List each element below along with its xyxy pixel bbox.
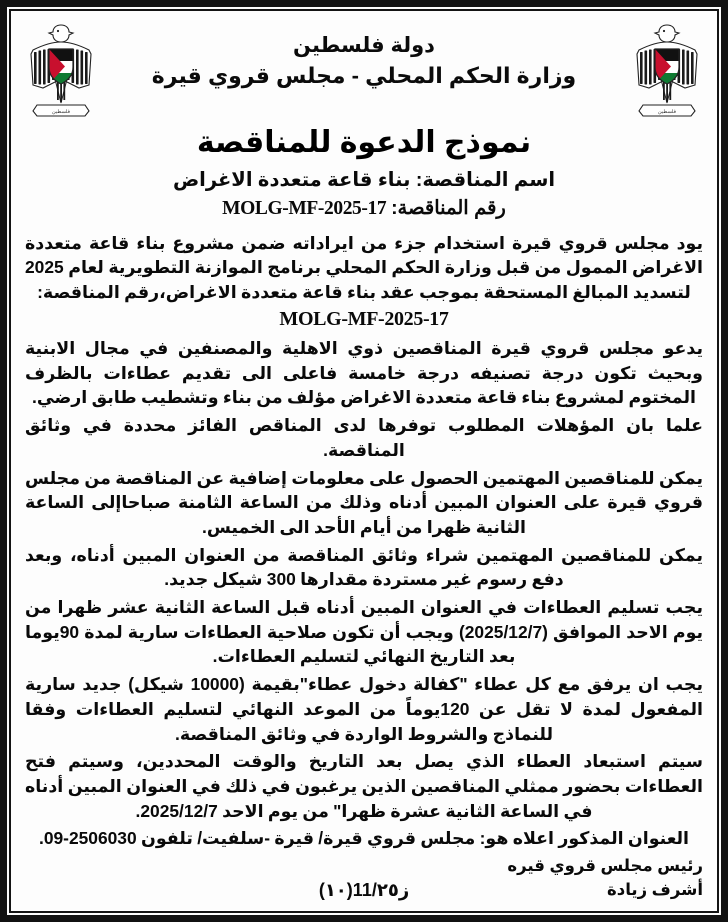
document-inner-frame xyxy=(9,9,719,913)
tender-number-line xyxy=(25,194,703,223)
tender-number-value: MOLG-MF-2025-17 xyxy=(222,198,387,220)
paragraph-submission-deadline: يجب تسليم العطاءات في العنوان المبين أدناه قبل الساعة الثانية عشر ظهرا من يوم الاحد الموافق (2025/12/7) ويجب أن تكون صلاحية العطاءات سارية لمدة 90يوما بعد التاريخ النهائي لتسليم العطاءات. xyxy=(25,597,704,667)
header-title-block xyxy=(97,19,631,92)
ministry-and-council-name: وزارة الحكم المحلي - مجلس قروي قيرة xyxy=(151,63,577,89)
paragraph-bid-opening: سيتم استبعاد العطاء الذي يصل بعد التاريخ والوقت المحددين، وسيتم فتح العطاءات بحضور ممثلي المناقصين الذين يرغبون في ذلك في العنوان المبين أدناه في الساعة الثانية عشرة ظهرا" من يوم الاحد 2025/12/7. xyxy=(25,751,703,821)
palestine-eagle-emblem-icon xyxy=(631,19,703,121)
document-header xyxy=(25,17,703,121)
document-footer xyxy=(25,854,703,904)
state-name: دولة فلسطين xyxy=(293,34,435,57)
document-reference-number: ز11/٢٥(١٠) xyxy=(318,880,410,900)
paragraph-information: يمكن للمناقصين المهتمين الحصول على معلومات إضافية عن المناقصة من مجلس قروي قيرة على العنوان المبين أدناه وذلك من الساعة الثامنة صباحاإلى الساعة الثانية ظهرا من أيام الأحد الى الخميس. xyxy=(25,467,703,537)
tender-name-line xyxy=(25,166,703,194)
tender-number-label: رقم المناقصة: xyxy=(391,197,506,220)
signatory-role: رئيس مجلس قروي قيره xyxy=(507,856,703,875)
signatory-name: أشرف زيادة xyxy=(607,881,703,900)
tender-identity-block xyxy=(25,166,703,224)
tender-name-label: اسم المناقصة: xyxy=(415,169,556,191)
paragraph-funding xyxy=(25,231,703,334)
paragraph-bid-bond: يجب ان يرفق مع كل عطاء "كفالة دخول عطاء"بقيمة (10000 شيكل) جديد سارية المفعول لمدة لا تقل عن 120يوماً من الموعد النهائي لتسليم العطاءات وفقا للنماذج والشروط الواردة في وثائق المناقصة. xyxy=(25,674,703,744)
document-body xyxy=(25,231,703,852)
palestine-eagle-emblem-icon-secondary xyxy=(25,19,97,121)
page-title: نموذج الدعوة للمناقصة xyxy=(196,126,532,159)
paragraph-address: العنوان المذكور اعلاه هو: مجلس قروي قيرة/ قيرة -سلفيت/ تلفون 2506030-09. xyxy=(38,828,690,849)
paragraph-funding-tender-code: MOLG-MF-2025-17 xyxy=(279,307,449,330)
paragraph-document-purchase: يمكن للمناقصين المهتمين شراء وثائق المناقصة من العنوان المبين أدناه، وبعد دفع رسوم غير مستردة مقدارها 300 شيكل جديد. xyxy=(25,544,703,590)
tender-name-value: بناء قاعة متعددة الاغراض xyxy=(172,169,411,191)
paragraph-qualifications: علما بان المؤهلات المطلوب توفرها لدى المناقص الفائز محددة في وثائق المناقصة. xyxy=(25,415,703,460)
svg-text:فلسطين: فلسطين xyxy=(658,109,676,116)
paragraph-invitation: يدعو مجلس قروي قيرة المناقصين ذوي الاهلية والمصنفين في مجال الابنية وبحيث تكون درجة تصنيفه درجة خامسة فاعلى الى تقديم عطاءات بالظرف المختوم لمشروع بناء قاعة متعددة الاغراض مؤلف من بناء وتشطيب طابق ارضي. xyxy=(25,338,703,408)
svg-text:فلسطين: فلسطين xyxy=(52,109,70,116)
paragraph-funding-text: يود مجلس قروي قيرة استخدام جزء من ايراداته ضمن مشروع بناء قاعة متعددة الاغراض الممول من قبل وزارة الحكم المحلي برنامج الموازنة التطويرية لعام 2025 لتسديد المبالغ المستحقة بموجب عقد بناء قاعة متعددة الاغراض،رقم المناقصة: xyxy=(25,232,703,302)
